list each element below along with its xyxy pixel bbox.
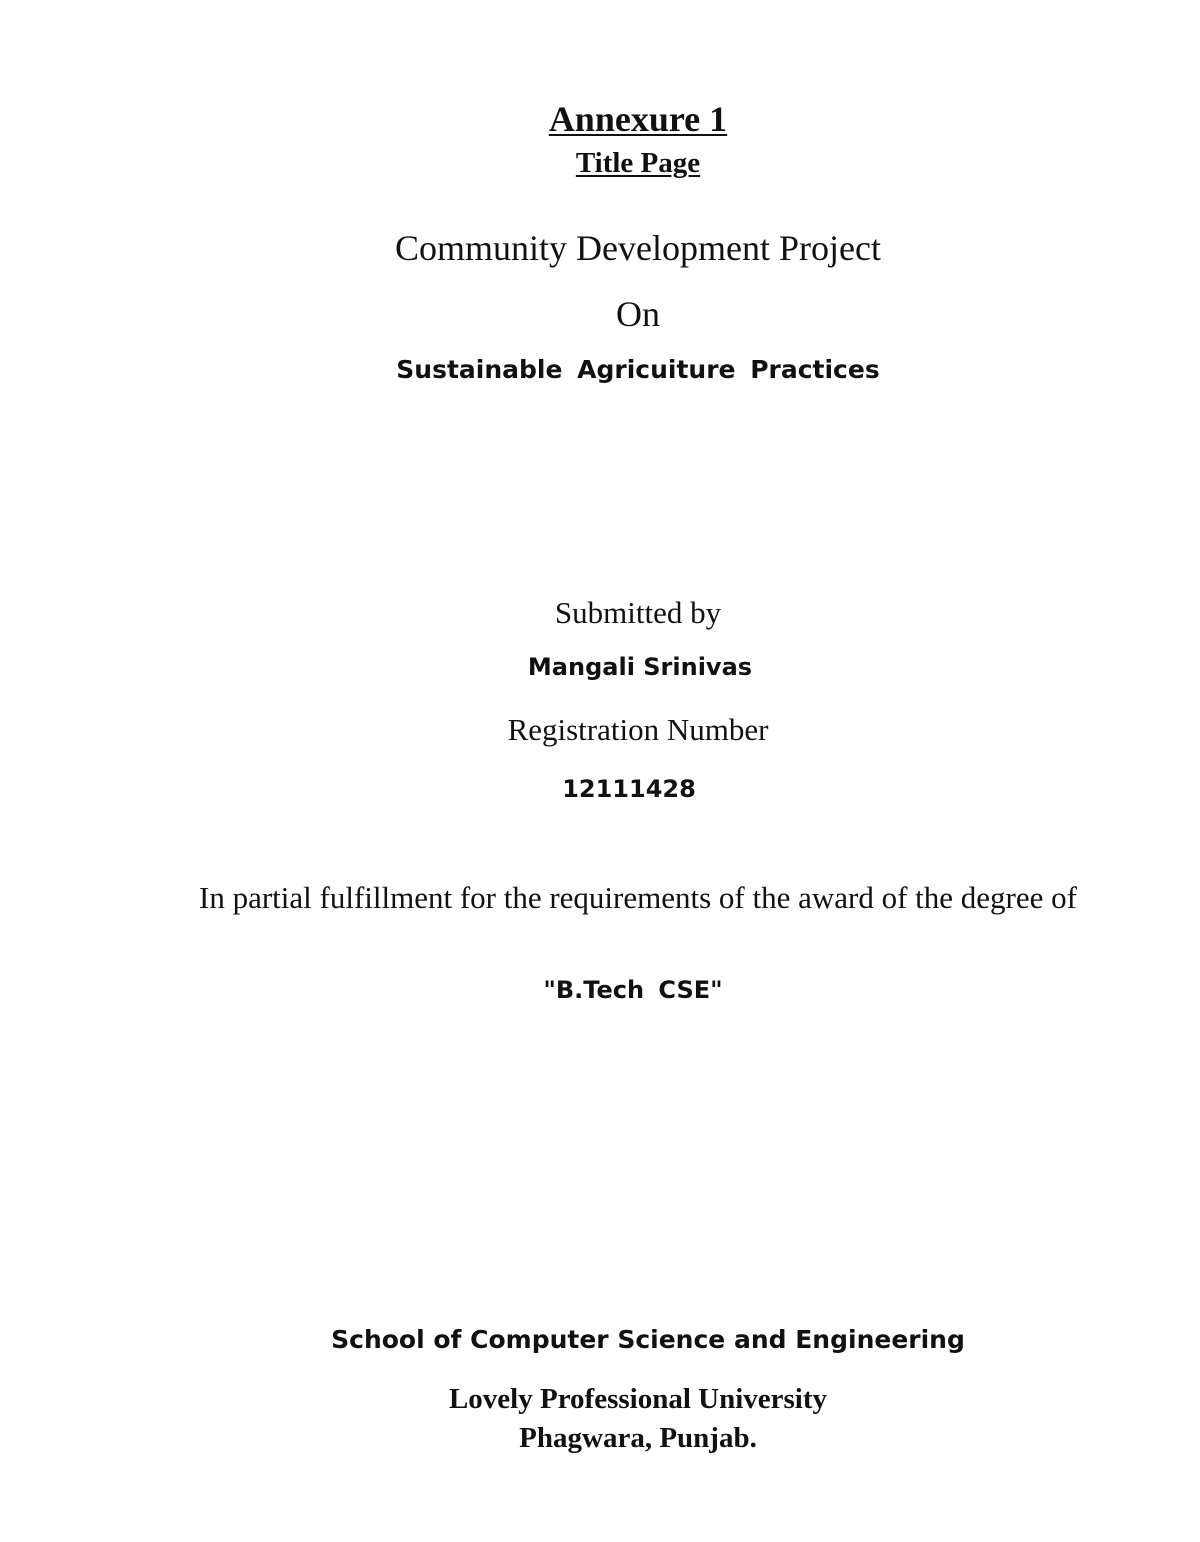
annexure-heading: Annexure 1 xyxy=(548,99,728,139)
project-connector: On xyxy=(616,294,660,334)
fulfillment-statement: In partial fulfillment for the requirements of the award of the degree of xyxy=(199,880,1077,915)
submitted-by-label: Submitted by xyxy=(554,595,722,630)
degree-name: "B.Tech CSE" xyxy=(543,976,723,1004)
student-name: Mangali Srinivas xyxy=(527,653,753,681)
registration-label: Registration Number xyxy=(507,712,769,747)
project-type: Community Development Project xyxy=(395,228,881,268)
university-name: Lovely Professional University xyxy=(448,1383,828,1415)
university-location: Phagwara, Punjab. xyxy=(519,1422,757,1454)
school-name: School of Computer Science and Engineering xyxy=(331,1325,965,1354)
project-topic: Sustainable Agricuiture Practices xyxy=(396,355,880,384)
registration-number: 12111428 xyxy=(562,775,696,803)
title-page-heading: Title Page xyxy=(575,147,701,179)
